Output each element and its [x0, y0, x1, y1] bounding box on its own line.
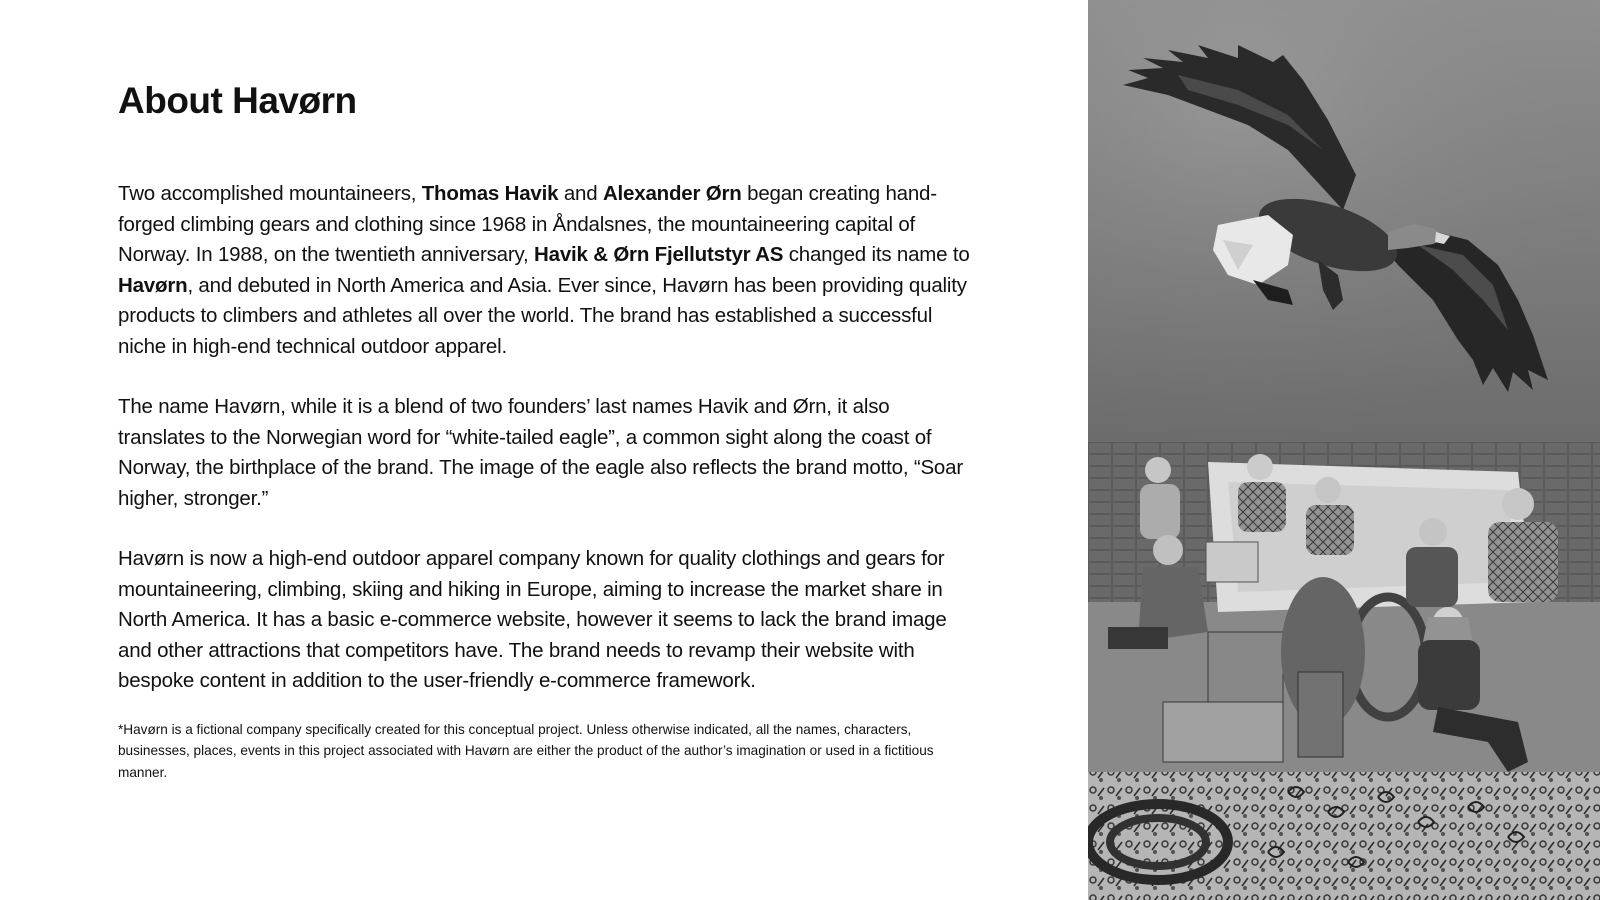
- disclaimer-footnote: *Havørn is a fictional company specifically created for this conceptual project. Unless otherwise indicated, all the names, characters, businesses, places, events in this project associated with Havørn are either the product of the author’s imagination or used in a fictitious manner.: [118, 721, 934, 780]
- eagle-photo: [1088, 0, 1600, 442]
- history-paragraph: [118, 179, 978, 362]
- name-origin-paragraph: The name Havørn, while it is a blend of two founders’ last names Havik and Ørn, it also translates to the Norwegian word for “white-tailed eagle”, a common sight along the coast of Norway, the birthplace of the brand. The image of the eagle also reflects the brand motto, “Soar higher, stronger.”: [118, 395, 963, 510]
- brand-name: Havørn: [118, 273, 188, 297]
- history-text-3: began creating hand-forged climbing gears and clothing since 1968 in Åndalsnes, the mountaineering capital of Norway. In 1988, on the twentieth anniversary,: [118, 182, 937, 266]
- history-text-1: Two accomplished mountaineers,: [118, 182, 422, 205]
- mountaineers-with-gear-image: [1088, 442, 1600, 900]
- founder-name-2: Alexander Ørn: [602, 182, 742, 205]
- history-text-4: changed its name to: [783, 243, 970, 266]
- founder-name-1: Thomas Havik: [421, 182, 559, 205]
- white-tailed-eagle-image: [1088, 0, 1600, 442]
- old-company-name: Havik & Ørn Fjellutstyr AS: [534, 243, 784, 266]
- current-status-paragraph: Havørn is now a high-end outdoor apparel company known for quality clothings and gears for mountaineering, climbing, skiing and hiking in Europe, aiming to increase the market share in North America. It has a basic e-commerce website, however it seems to lack the brand image and other attractions that competitors have. The brand needs to revamp their website with bespoke content in addition to the user-friendly e-commerce framework.: [118, 547, 947, 692]
- photo-column: [1088, 0, 1600, 900]
- history-text-2: and: [558, 182, 603, 205]
- history-text-5: , and debuted in North America and Asia. Ever since, Havørn has been providing quality products to climbers and athletes all over the world. The brand has established a successful niche in high-end technical outdoor apparel.: [118, 273, 967, 358]
- about-section: [118, 78, 978, 783]
- founders-group-photo: [1088, 442, 1600, 900]
- page-title: About Havørn: [118, 80, 357, 121]
